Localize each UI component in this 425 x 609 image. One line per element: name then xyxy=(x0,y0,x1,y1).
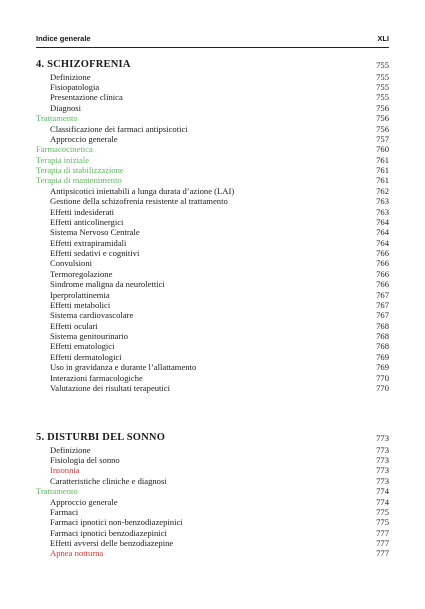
chapter-page: 755 xyxy=(376,60,389,70)
toc-entry xyxy=(36,476,389,486)
toc-entry xyxy=(36,321,389,331)
entry-title: Terapia di mantenimento xyxy=(36,175,122,186)
entry-page: 775 xyxy=(376,506,389,517)
entry-page: 766 xyxy=(376,268,389,279)
entry-page: 773 xyxy=(376,465,389,476)
entry-title: Effetti dermatologici xyxy=(50,351,122,362)
toc-entry xyxy=(36,507,389,517)
entry-page: 761 xyxy=(376,154,389,165)
entry-page: 767 xyxy=(376,289,389,300)
header-rule xyxy=(36,47,389,48)
toc-entry xyxy=(36,227,389,237)
toc-entry xyxy=(36,486,389,496)
entry-title: Termoregolazione xyxy=(50,268,113,279)
entry-page: 773 xyxy=(376,475,389,486)
entry-title: Trattamento xyxy=(36,486,78,497)
entry-page: 755 xyxy=(376,92,389,103)
toc-entry xyxy=(36,341,389,351)
toc-entry xyxy=(36,517,389,527)
entry-title: Classificazione dei farmaci antipsicotici xyxy=(50,123,188,134)
toc-entry xyxy=(36,217,389,227)
toc-entry xyxy=(36,72,389,82)
entry-page: 761 xyxy=(376,165,389,176)
entry-title: Valutazione dei risultati terapeutici xyxy=(50,383,171,393)
toc-entry xyxy=(36,103,389,113)
entry-page: 770 xyxy=(376,372,389,383)
entry-page: 768 xyxy=(376,341,389,352)
entry-title: Sistema Nervoso Centrale xyxy=(50,227,140,238)
entry-title: Farmaci ipnotici non-benzodiazepinici xyxy=(50,517,183,528)
toc-entry xyxy=(36,497,389,507)
toc-entry xyxy=(36,362,389,372)
entry-page: 768 xyxy=(376,331,389,342)
toc-entry xyxy=(36,186,389,196)
entry-page: 777 xyxy=(376,527,389,538)
entry-title: Terapia iniziale xyxy=(36,154,90,165)
entry-title: Diagnosi xyxy=(50,102,82,113)
toc-entry xyxy=(36,144,389,154)
toc-entry xyxy=(36,269,389,279)
entry-page: 763 xyxy=(376,206,389,217)
entry-page: 755 xyxy=(376,71,389,82)
entry-page: 756 xyxy=(376,123,389,134)
entry-page: 766 xyxy=(376,279,389,290)
entry-title: Gestione della schizofrenia resistente al trattamento xyxy=(50,196,228,207)
chapter-title: 4. SCHIZOFRENIA xyxy=(36,59,131,70)
entry-title: Effetti ematologici xyxy=(50,341,115,352)
running-header xyxy=(36,34,389,46)
entry-page: 760 xyxy=(376,144,389,155)
header-page-number: XLI xyxy=(377,34,389,43)
entry-title: Terapia di stabilizzazione xyxy=(36,165,124,176)
entry-title: Caratteristiche cliniche e diagnosi xyxy=(50,475,167,486)
entry-page: 763 xyxy=(376,196,389,207)
entry-page: 777 xyxy=(376,548,389,559)
entry-title: Fisiologia del sonno xyxy=(50,454,120,465)
entry-page: 767 xyxy=(376,299,389,310)
entry-title: Effetti oculari xyxy=(50,320,98,331)
toc-entry xyxy=(36,155,389,165)
entry-title: Sistema cardiovascolare xyxy=(50,310,134,321)
toc-entry xyxy=(36,373,389,383)
entry-title: Insonnia xyxy=(50,465,80,476)
toc-entry xyxy=(36,528,389,538)
entry-title: Presentazione clinica xyxy=(50,92,123,103)
entry-page: 769 xyxy=(376,362,389,373)
entry-page: 764 xyxy=(376,237,389,248)
toc-entry xyxy=(36,455,389,465)
entry-title: Sindrome maligna da neurolettici xyxy=(50,279,165,290)
entry-title: Interazioni farmacologiche xyxy=(50,372,143,383)
entry-title: Effetti extrapiramidali xyxy=(50,237,127,248)
entry-page: 767 xyxy=(376,310,389,321)
toc-entry xyxy=(36,207,389,217)
toc-entry xyxy=(36,331,389,341)
entry-page: 766 xyxy=(376,258,389,269)
entry-title: Approccio generale xyxy=(50,133,118,144)
toc-entry xyxy=(36,238,389,248)
toc-entry xyxy=(36,124,389,134)
entry-title: Effetti indesiderati xyxy=(50,206,115,217)
toc-entry xyxy=(36,445,389,455)
entry-page: 773 xyxy=(376,454,389,465)
chapter-heading xyxy=(36,60,389,70)
toc-entry xyxy=(36,300,389,310)
toc-entry xyxy=(36,310,389,320)
entry-title: Uso in gravidanza e durante l’allattamento xyxy=(50,362,197,373)
toc-entry xyxy=(36,134,389,144)
entry-page: 762 xyxy=(376,185,389,196)
entry-title: Farmacocinetica xyxy=(36,144,93,155)
entry-page: 774 xyxy=(376,486,389,497)
toc-entry xyxy=(36,258,389,268)
toc-entry xyxy=(36,538,389,548)
entry-title: Fisiopatologia xyxy=(50,81,100,92)
entry-page: 761 xyxy=(376,175,389,186)
entry-page: 764 xyxy=(376,216,389,227)
entry-page: 773 xyxy=(376,444,389,455)
toc-entry xyxy=(36,113,389,123)
entry-page: 755 xyxy=(376,81,389,92)
entry-title: Trattamento xyxy=(36,113,78,124)
toc-entry xyxy=(36,279,389,289)
entry-title: Antipsicotici iniettabili a lunga durata d’azione (LAI) xyxy=(50,185,235,196)
entry-page: 769 xyxy=(376,351,389,362)
entry-title: Definizione xyxy=(50,444,91,455)
toc-entry xyxy=(36,165,389,175)
toc-entry xyxy=(36,248,389,258)
entry-title: Iperprolattinemia xyxy=(50,289,110,300)
toc-entry xyxy=(36,290,389,300)
toc-entry xyxy=(36,383,389,393)
entry-title: Apnea notturna xyxy=(50,548,104,559)
entry-title: Approccio generale xyxy=(50,496,118,507)
entry-page: 770 xyxy=(376,383,389,393)
entry-page: 774 xyxy=(376,496,389,507)
entry-title: Effetti metabolici xyxy=(50,299,111,310)
entry-page: 766 xyxy=(376,248,389,259)
entry-page: 756 xyxy=(376,102,389,113)
entry-page: 775 xyxy=(376,517,389,528)
entry-title: Farmaci xyxy=(50,506,79,517)
entry-page: 757 xyxy=(376,133,389,144)
chapter-heading xyxy=(36,433,389,443)
toc-entry xyxy=(36,175,389,185)
toc-entry xyxy=(36,196,389,206)
toc-entry xyxy=(36,352,389,362)
toc-entry xyxy=(36,548,389,558)
entry-title: Sistema genitourinario xyxy=(50,331,129,342)
entry-title: Farmaci ipnotici benzodiazepinici xyxy=(50,527,167,538)
chapter-page: 773 xyxy=(376,433,389,443)
entry-page: 764 xyxy=(376,227,389,238)
toc-entry xyxy=(36,82,389,92)
entry-page: 768 xyxy=(376,320,389,331)
entry-page: 756 xyxy=(376,113,389,124)
entry-title: Convulsioni xyxy=(50,258,93,269)
entry-title: Effetti avversi delle benzodiazepine xyxy=(50,538,174,549)
toc-entry xyxy=(36,465,389,475)
entry-title: Effetti anticolinergici xyxy=(50,216,124,227)
entry-page: 777 xyxy=(376,538,389,549)
chapter-title: 5. DISTURBI DEL SONNO xyxy=(36,432,166,443)
header-title: Indice generale xyxy=(36,34,91,43)
toc-entry xyxy=(36,92,389,102)
entry-title: Effetti sedativi e cognitivi xyxy=(50,248,140,259)
entry-title: Definizione xyxy=(50,71,91,82)
